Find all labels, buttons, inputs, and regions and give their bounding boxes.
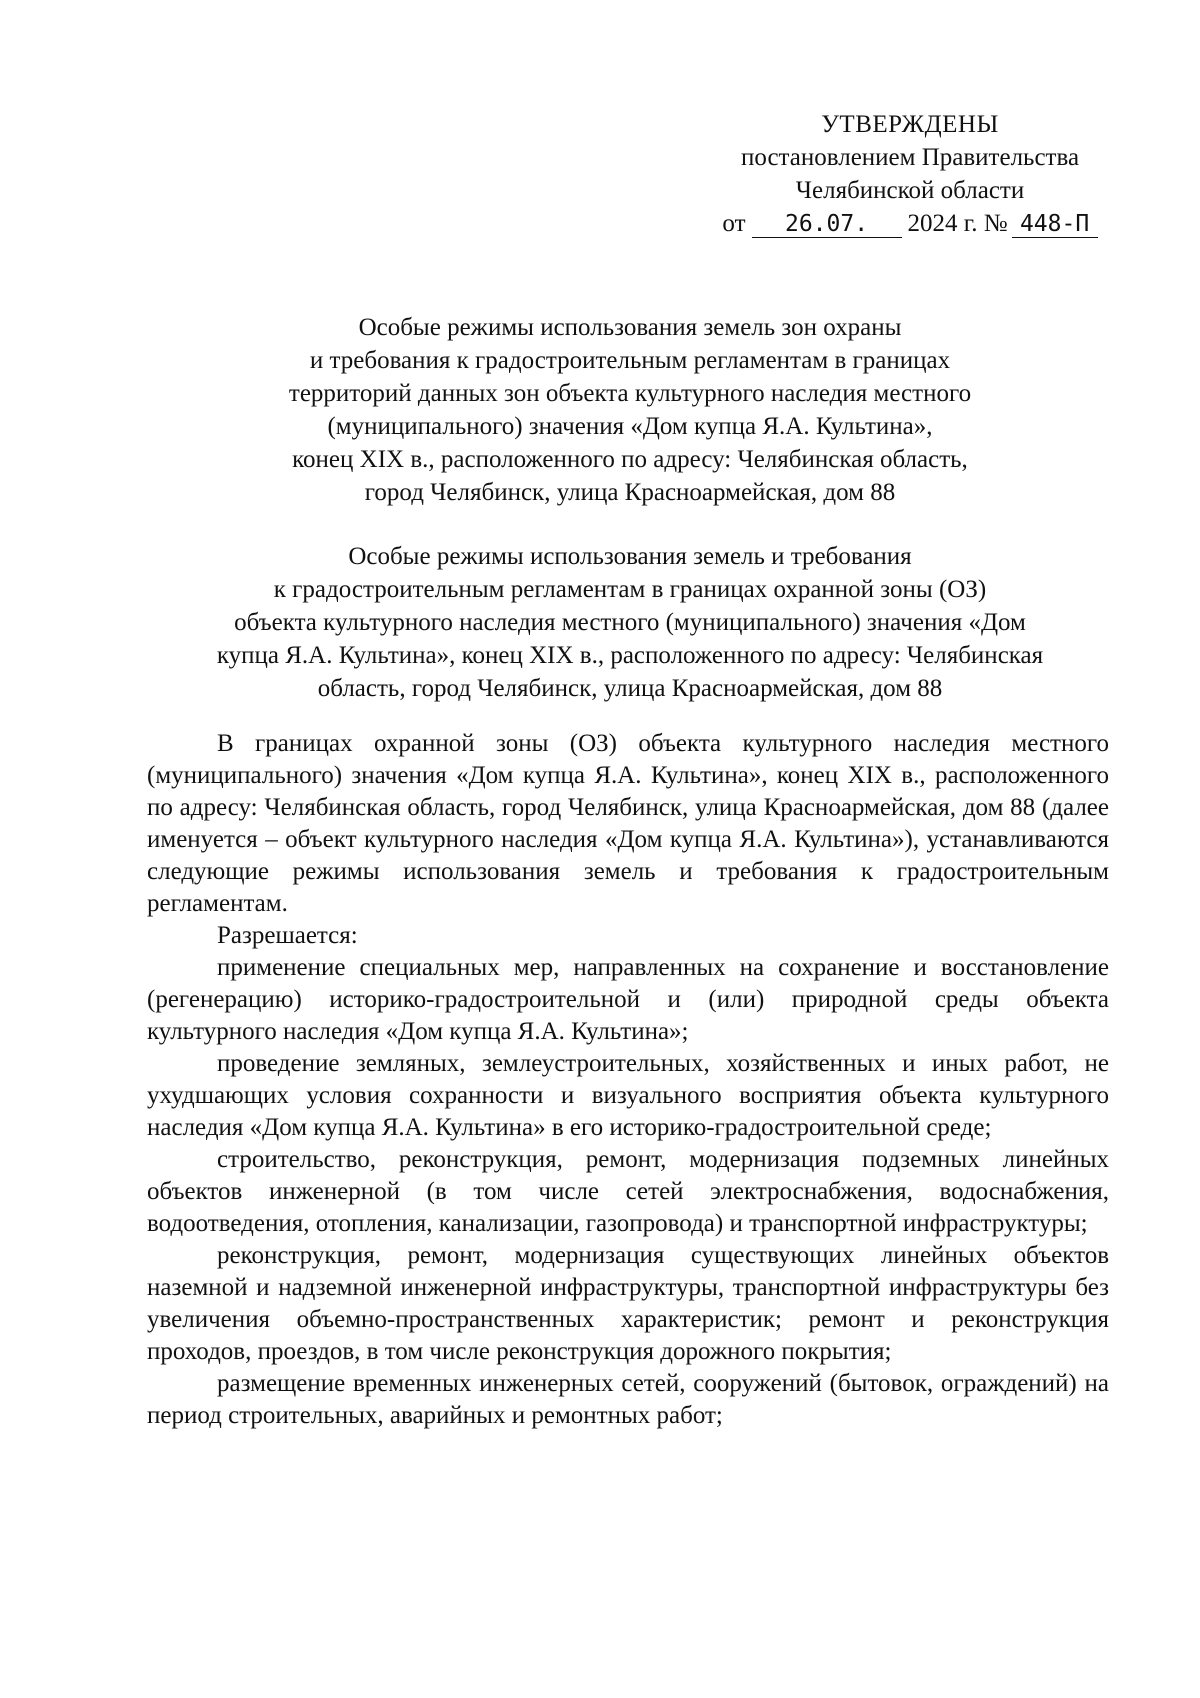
approval-date: 26.07.	[752, 211, 902, 238]
heading-line: область, город Челябинск, улица Красноармейская, дом 88	[317, 675, 943, 702]
heading-line: Особые режимы использования земель и требования	[348, 543, 912, 570]
paragraph: строительство, реконструкция, ремонт, модернизация подземных линейных объектов инженерной (в том числе сетей электроснабжения, водоснабжения, водоотведения, отопления, канализации, газопровода) и транспортной инфраструктуры;	[147, 1146, 1109, 1237]
heading-line: и требования к градостроительным регламентам в границах	[309, 347, 951, 374]
paragraph: В границах охранной зоны (ОЗ) объекта культурного наследия местного (муниципального) значения «Дом купца Я.А. Культина», конец XIX в., расположенного по адресу: Челябинская область, город Челябинск, улица Красноармейская, дом 88 (далее именуется – объект культурного наследия «Дом купца Я.А. Культина»), устанавливаются следующие режимы использования земель и требования к градостроительным регламентам.	[147, 730, 1109, 917]
approval-date-number-line	[700, 207, 1120, 240]
paragraph: реконструкция, ремонт, модернизация существующих линейных объектов наземной и надземной инженерной инфраструктуры, транспортной инфраструктуры без увеличения объемно-пространственных характеристик; ремонт и реконструкция проходов, проездов, в том числе реконструкция дорожного покрытия;	[147, 1242, 1109, 1365]
heading-zones-protection	[150, 311, 1110, 509]
heading-line: конец XIX в., расположенного по адресу: Челябинская область,	[292, 446, 968, 473]
paragraph: Разрешается:	[217, 922, 358, 949]
heading-line: объекта культурного наследия местного (муниципального) значения «Дом	[234, 609, 1026, 636]
heading-line: (муниципального) значения «Дом купца Я.А. Культина»,	[327, 413, 933, 440]
heading-protection-zone-oz	[150, 540, 1110, 705]
heading-line: купца Я.А. Культина», конец XIX в., расположенного по адресу: Челябинская	[216, 642, 1044, 669]
heading-line: к градостроительным регламентам в границах охранной зоны (ОЗ)	[273, 576, 987, 603]
approval-block	[700, 108, 1120, 240]
approval-prefix: от	[722, 210, 746, 237]
approval-title: УТВЕРЖДЕНЫ	[821, 111, 999, 138]
approval-year: 2024 г. №	[907, 210, 1008, 237]
body-text	[147, 728, 1109, 1432]
approval-line-2: Челябинской области	[795, 177, 1025, 204]
paragraph: применение специальных мер, направленных на сохранение и восстановление (регенерацию) историко-градостроительной и (или) природной среды объекта культурного наследия «Дом купца Я.А. Культина»;	[147, 954, 1109, 1045]
heading-line: город Челябинск, улица Красноармейская, дом 88	[364, 479, 896, 506]
paragraph: размещение временных инженерных сетей, сооружений (бытовок, ограждений) на период строительных, аварийных и ремонтных работ;	[147, 1370, 1109, 1429]
heading-line: территорий данных зон объекта культурного наследия местного	[288, 380, 972, 407]
approval-line-1: постановлением Правительства	[740, 144, 1080, 171]
heading-line: Особые режимы использования земель зон охраны	[358, 314, 902, 341]
approval-number: 448-П	[1012, 211, 1098, 238]
paragraph: проведение земляных, землеустроительных, хозяйственных и иных работ, не ухудшающих условия сохранности и визуального восприятия объекта культурного наследия «Дом купца Я.А. Культина» в его историко-градостроительной среде;	[147, 1050, 1109, 1141]
